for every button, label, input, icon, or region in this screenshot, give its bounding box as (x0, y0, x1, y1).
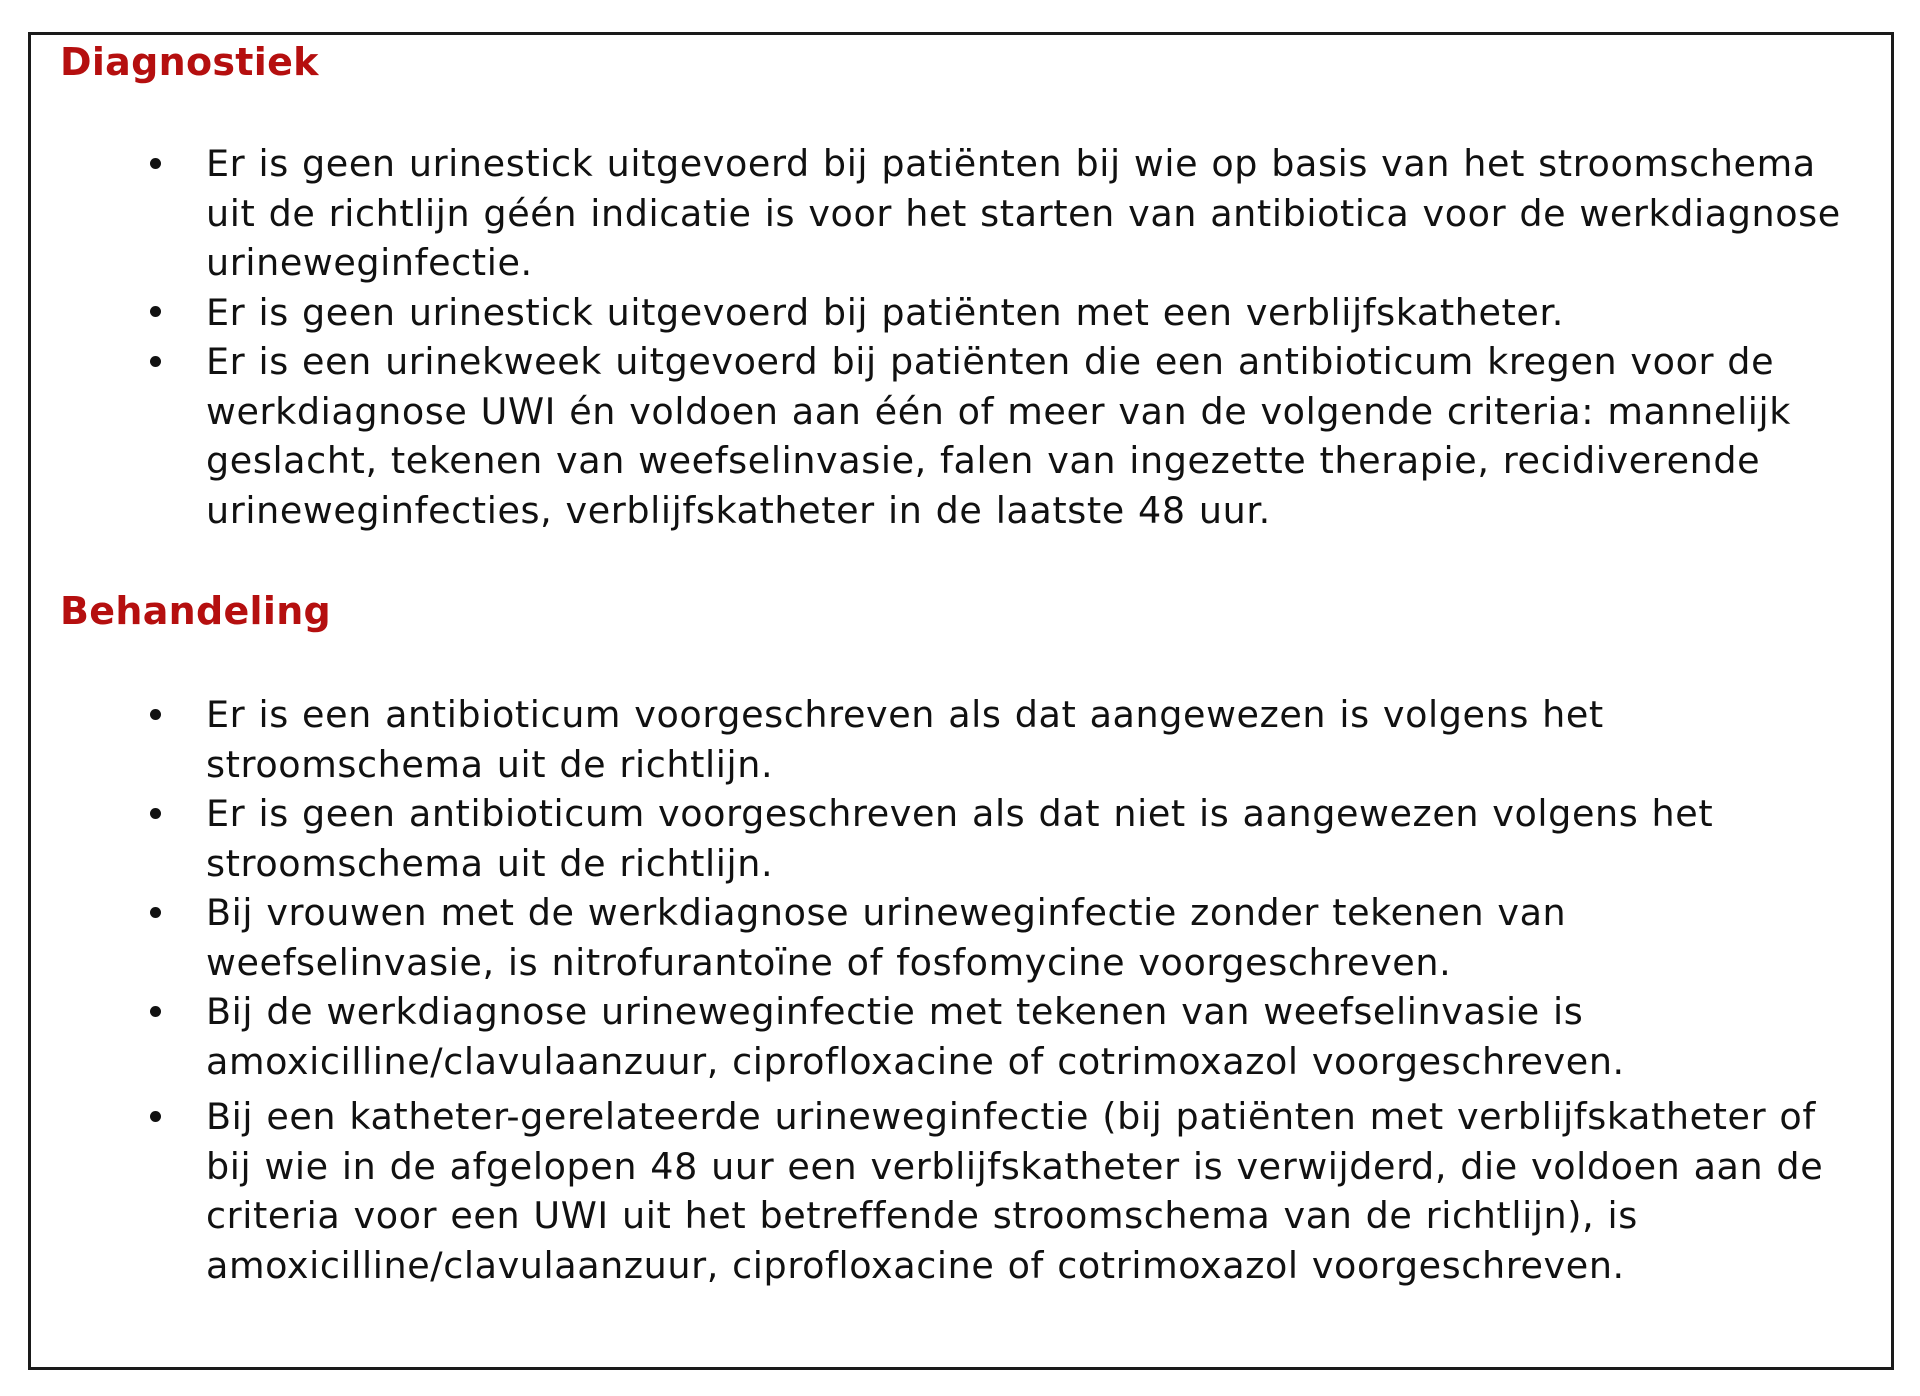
list-item (31, 288, 1871, 338)
list-item-text: Er is geen urinestick uitgevoerd bij patiënten bij wie op basis van het stroomschema uit de richtlijn géén indicatie is voor het starten van antibiotica voor de werkdiagnose urineweginfectie. (206, 142, 1841, 284)
bullet-icon (135, 789, 175, 839)
bullet-icon (135, 288, 175, 338)
bullet-icon (135, 888, 175, 938)
list-item (31, 337, 1871, 535)
list-item (31, 690, 1871, 789)
list-item-text: Er is een urinekweek uitgevoerd bij patiënten die een antibioticum kregen voor de werkdiagnose UWI én voldoen aan één of meer van de volgende criteria: mannelijk geslacht, tekenen van weefselinvasie, falen van ingezette therapie, recidiverende urineweginfecties, verblijfskatheter in de laatste 48 uur. (206, 340, 1791, 532)
list-item (31, 1092, 1871, 1290)
list-item (31, 139, 1871, 288)
diagnostiek-list (31, 139, 1871, 535)
list-item (31, 888, 1871, 987)
behandeling-list (31, 690, 1871, 1290)
section-title-diagnostiek: Diagnostiek (60, 40, 319, 84)
list-item-text: Er is geen urinestick uitgevoerd bij patiënten met een verblijfskatheter. (206, 290, 1564, 334)
list-item-text: Er is geen antibioticum voorgeschreven als dat niet is aangewezen volgens het stroomschema uit de richtlijn. (206, 792, 1714, 885)
list-item-text: Er is een antibioticum voorgeschreven als dat aangewezen is volgens het stroomschema uit de richtlijn. (206, 693, 1604, 786)
list-item-text: Bij vrouwen met de werkdiagnose urineweginfectie zonder tekenen van weefselinvasie, is nitrofurantoïne of fosfomycine voorgeschreven. (206, 891, 1567, 984)
bullet-icon (135, 987, 175, 1037)
list-item-text: Bij de werkdiagnose urineweginfectie met tekenen van weefselinvasie is amoxicilline/clavulaanzuur, ciprofloxacine of cotrimoxazol voorgeschreven. (206, 990, 1625, 1083)
bullet-icon (135, 1092, 175, 1142)
criteria-box (28, 32, 1894, 1370)
bullet-icon (135, 139, 175, 189)
list-item (31, 789, 1871, 888)
list-item (31, 987, 1871, 1086)
bullet-icon (135, 337, 175, 387)
list-item-text: Bij een katheter-gerelateerde urineweginfectie (bij patiënten met verblijfskatheter of bij wie in de afgelopen 48 uur een verblijfskatheter is verwijderd, die voldoen aan de criteria voor een UWI uit het betreffende stroomschema van de richtlijn), is amoxicilline/clavulaanzuur, ciprofloxacine of cotrimoxazol voorgeschreven. (206, 1095, 1824, 1287)
bullet-icon (135, 690, 175, 740)
section-title-behandeling: Behandeling (60, 589, 332, 633)
